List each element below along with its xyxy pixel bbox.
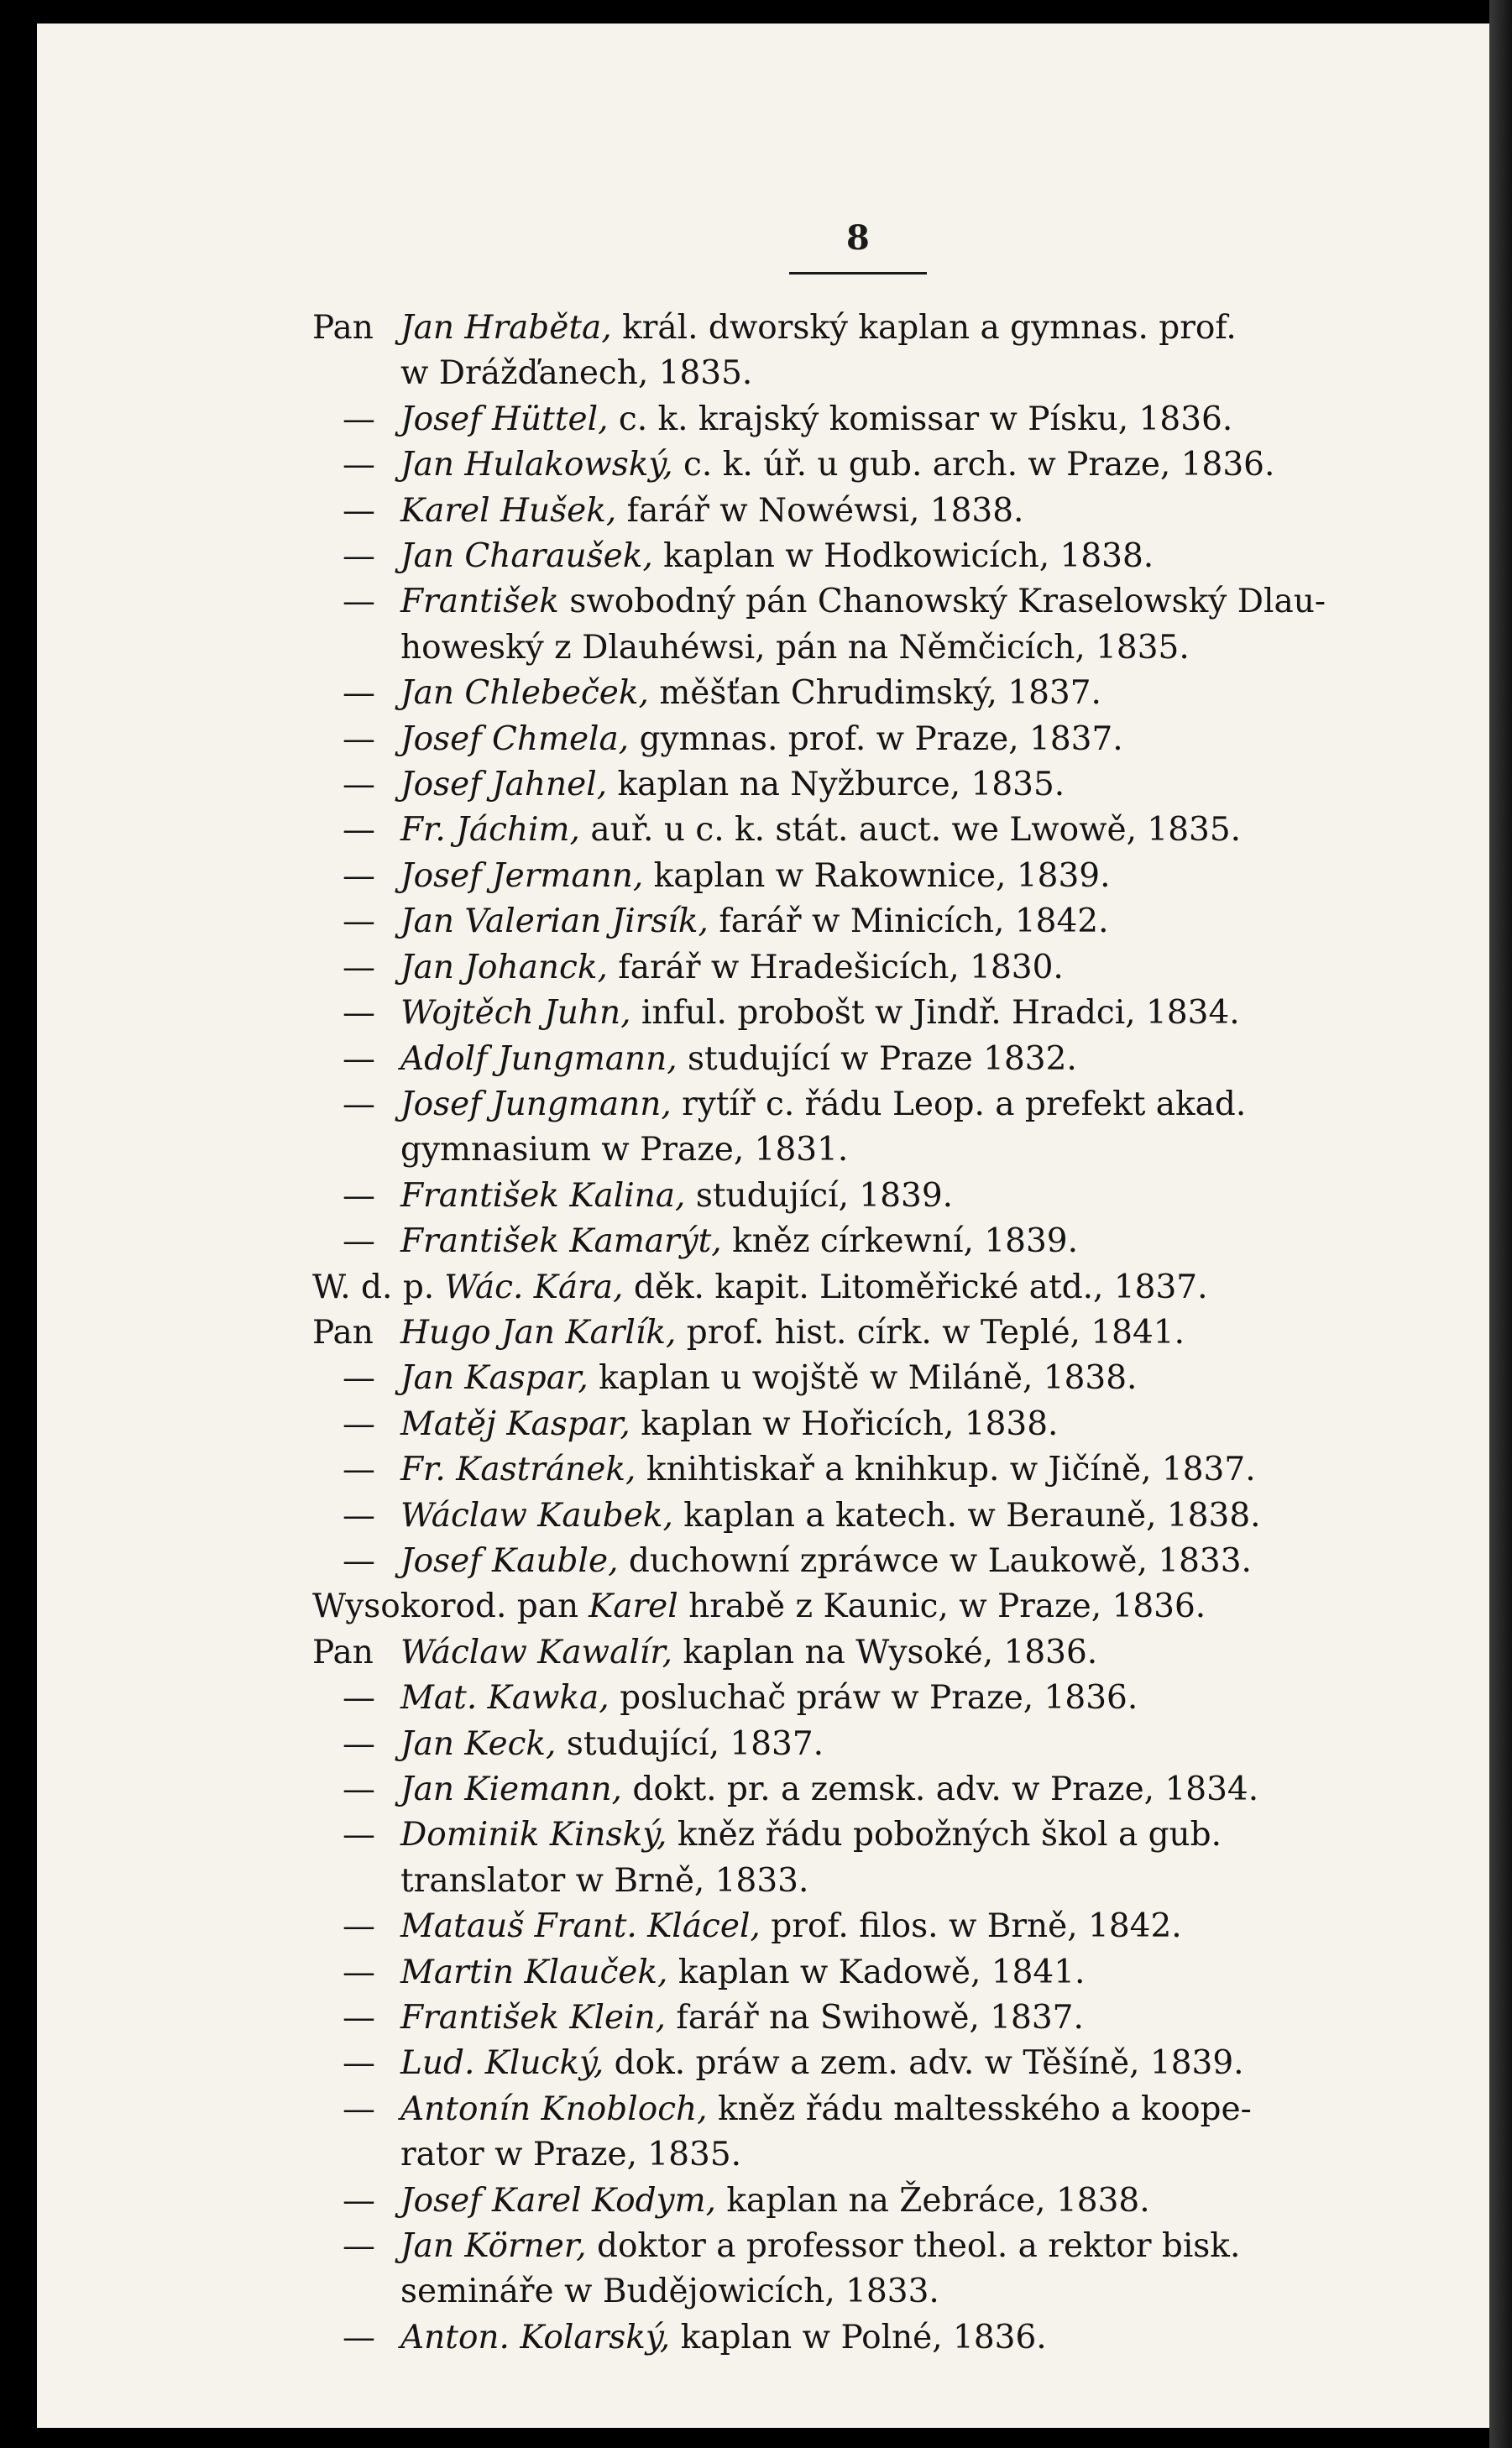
entry-name: Karel: [589, 1588, 678, 1626]
entry-prefix: —: [343, 1085, 375, 1123]
entry-name: František Klein,: [400, 1999, 667, 2037]
entry-description: kaplan w Hodkowicích, 1838.: [652, 537, 1154, 576]
entry-description: kněz řádu pobožných škol a gub.: [667, 1816, 1222, 1854]
list-item: [312, 1722, 1429, 1767]
entry-name: František: [400, 583, 559, 621]
entry-prefix: —: [343, 1816, 375, 1854]
entry-prefix: —: [343, 446, 375, 484]
entry-prefix: —: [343, 1771, 375, 1808]
entry-description: kněz řádu maltesského a koope-: [707, 2090, 1252, 2128]
list-item: [312, 2269, 1429, 2315]
entry-prefix: —: [343, 1999, 375, 2037]
entry-description: kaplan w Hořicích, 1838.: [630, 1404, 1059, 1443]
entry-name: Josef Chmela,: [400, 719, 630, 758]
entry-prefix: —: [343, 766, 375, 804]
entry-name: František Kamarýt,: [400, 1222, 722, 1261]
entry-name: Josef Hüttel,: [400, 400, 609, 438]
entry-description: děk. kapit. Litoměřické atd., 1837.: [623, 1268, 1208, 1306]
entry-name: Matěj Kaspar,: [400, 1404, 630, 1443]
entry-prefix: —: [343, 1359, 375, 1398]
list-item: [312, 1402, 1429, 1447]
entry-prefix: —: [343, 537, 375, 576]
entry-description: posluchač práw w Praze, 1836.: [609, 1679, 1138, 1718]
entry-prefix: —: [343, 2044, 375, 2083]
entry-prefix: —: [343, 719, 375, 758]
entry-prefix: —: [343, 2090, 375, 2128]
list-item: [312, 1082, 1429, 1127]
entry-prefix: Wysokorod. pan: [312, 1588, 579, 1626]
entry-name: Jan Hraběta,: [400, 309, 612, 347]
list-item: [312, 762, 1429, 808]
entry-description: kaplan a katech. w Berauně, 1838.: [672, 1496, 1261, 1535]
entry-name: Josef Karel Kodym,: [400, 2181, 716, 2220]
entry-name: Jan Körner,: [400, 2227, 587, 2266]
entry-name: Lud. Klucký,: [400, 2044, 604, 2083]
list-item: [312, 854, 1429, 899]
list-item: [312, 1996, 1429, 2041]
entry-prefix: —: [343, 674, 375, 713]
list-item: [312, 1037, 1429, 1082]
list-item: [312, 1265, 1429, 1310]
entry-prefix: —: [343, 1222, 375, 1261]
list-item: [312, 397, 1429, 442]
entry-prefix: —: [343, 1404, 375, 1443]
entry-description: kaplan u wojště w Miláně, 1838.: [588, 1359, 1138, 1398]
entry-prefix: —: [343, 491, 375, 530]
list-item: [312, 306, 1429, 351]
entry-name: Antonín Knobloch,: [400, 2090, 708, 2128]
entry-prefix: —: [343, 1541, 375, 1580]
entry-name: František Kalina,: [400, 1176, 686, 1215]
entry-prefix: Pan: [312, 309, 374, 347]
entry-prefix: —: [343, 1039, 375, 1078]
entry-description: rator w Praze, 1835.: [400, 2136, 742, 2174]
entry-description: prof. hist. círk. w Teplé, 1841.: [676, 1313, 1185, 1352]
entry-description: duchowní zpráwce w Laukowě, 1833.: [618, 1541, 1252, 1580]
list-item: [312, 1676, 1429, 1721]
list-item: [312, 1812, 1429, 1858]
list-item: [312, 1447, 1429, 1493]
entry-name: Karel Hušek,: [400, 491, 617, 530]
entry-description: studující, 1839.: [685, 1176, 954, 1215]
page-number: 8: [846, 218, 870, 258]
list-item: [312, 991, 1429, 1036]
book-edge: [1489, 0, 1512, 2448]
entry-description: w Drážďanech, 1835.: [400, 354, 753, 393]
entry-description: král. dworský kaplan a gymnas. prof.: [611, 309, 1237, 347]
entry-prefix: —: [343, 994, 375, 1033]
entry-prefix: —: [343, 400, 375, 438]
document-page: [37, 24, 1489, 2428]
list-item: [312, 534, 1429, 579]
list-item: [312, 1630, 1429, 1676]
list-item: [312, 1127, 1429, 1173]
entry-prefix: —: [343, 1724, 375, 1763]
list-item: [312, 1539, 1429, 1584]
entry-description: knihtiskař a knihkup. w Jičíně, 1837.: [636, 1451, 1256, 1489]
entry-name: Wác. Kára,: [444, 1268, 624, 1306]
entry-name: Jan Keck,: [400, 1724, 557, 1763]
entry-prefix: —: [343, 1953, 375, 1991]
entry-description: farář w Nowéwsi, 1838.: [616, 491, 1024, 530]
entry-description: kaplan na Nyžburce, 1835.: [607, 766, 1065, 804]
entry-prefix: —: [343, 902, 375, 941]
entry-prefix: —: [343, 948, 375, 986]
entry-description: kněz církewní, 1839.: [721, 1222, 1078, 1261]
entry-description: inful. probošt w Jindř. Hradci, 1834.: [630, 994, 1240, 1033]
entry-name: Wáclaw Kawalír,: [400, 1633, 673, 1671]
entry-name: Hugo Jan Karlík,: [400, 1313, 677, 1352]
entry-description: prof. filos. w Brně, 1842.: [760, 1907, 1182, 1946]
entry-description: kaplan w Polné, 1836.: [670, 2318, 1047, 2356]
entry-name: Mat. Kawka,: [400, 1679, 610, 1718]
entry-description: studující, 1837.: [556, 1724, 824, 1763]
entry-name: Jan Chlebeček,: [400, 674, 649, 713]
list-item: [312, 1950, 1429, 1996]
entry-prefix: —: [343, 2318, 375, 2356]
entry-name: Wojtěch Juhn,: [400, 994, 631, 1033]
list-item: [312, 1219, 1429, 1264]
list-item: [312, 1174, 1429, 1219]
list-item: [312, 808, 1429, 853]
entry-description: translator w Brně, 1833.: [400, 1861, 809, 1900]
list-item: [312, 899, 1429, 944]
entry-description: kaplan w Rakownice, 1839.: [643, 856, 1111, 895]
entry-name: Fr. Kastránek,: [400, 1451, 636, 1489]
entry-description: studující w Praze 1832.: [677, 1039, 1077, 1078]
entry-name: Adolf Jungmann,: [400, 1039, 678, 1078]
list-item: [312, 1767, 1429, 1812]
entry-prefix: Pan: [312, 1313, 374, 1352]
entry-description: kaplan na Žebráce, 1838.: [715, 2181, 1150, 2220]
list-item: [312, 2179, 1429, 2224]
list-item: [312, 351, 1429, 396]
entry-name: Jan Valerian Jirsík,: [400, 902, 709, 941]
entry-description: měšťan Chrudimský, 1837.: [648, 674, 1101, 713]
entry-description: dok. práw a zem. adv. w Těšíně, 1839.: [604, 2044, 1244, 2083]
entry-description: rytíř c. řádu Leop. a prefekt akad.: [671, 1085, 1247, 1123]
entry-prefix: —: [343, 1176, 375, 1215]
entry-name: Josef Kauble,: [400, 1541, 619, 1580]
entry-description: auř. u c. k. stát. auct. we Lwowě, 1835.: [579, 811, 1242, 850]
entry-prefix: —: [343, 583, 375, 621]
entry-description: semináře w Budějowicích, 1833.: [400, 2273, 939, 2311]
entry-name: Jan Kaspar,: [400, 1359, 589, 1398]
entry-description: gymnasium w Praze, 1831.: [400, 1131, 849, 1169]
subscriber-list: [312, 306, 1429, 2361]
entry-prefix: —: [343, 1679, 375, 1718]
list-item: [312, 1584, 1429, 1629]
entry-description: doktor a professor theol. a rektor bisk.: [586, 2227, 1241, 2266]
list-item: [312, 625, 1429, 671]
list-item: [312, 1904, 1429, 1949]
entry-name: Wáclaw Kaubek,: [400, 1496, 673, 1535]
entry-prefix: —: [343, 1451, 375, 1489]
list-item: [312, 442, 1429, 488]
entry-name: Martin Klauček,: [400, 1953, 668, 1991]
entry-name: Josef Jungmann,: [400, 1085, 672, 1123]
page-number-rule: [789, 272, 927, 275]
entry-name: Matauš Frant. Klácel,: [400, 1907, 761, 1946]
list-item: [312, 2224, 1429, 2269]
entry-prefix: —: [343, 811, 375, 850]
list-item: [312, 1859, 1429, 1904]
list-item: [312, 1310, 1429, 1356]
entry-description: c. k. úř. u gub. arch. w Praze, 1836.: [672, 446, 1275, 484]
entry-description: howeský z Dlauhéwsi, pán na Němčicích, 1835.: [400, 628, 1190, 667]
entry-description: farář w Hradešicích, 1830.: [607, 948, 1064, 986]
entry-name: Dominik Kinský,: [400, 1816, 667, 1854]
list-item: [312, 2087, 1429, 2132]
entry-name: Josef Jermann,: [400, 856, 644, 895]
entry-name: Jan Charaušek,: [400, 537, 653, 576]
list-item: [312, 671, 1429, 716]
entry-name: Anton. Kolarský,: [400, 2318, 671, 2356]
entry-name: Jan Hulakowský,: [400, 446, 673, 484]
entry-description: dokt. pr. a zemsk. adv. w Praze, 1834.: [621, 1771, 1259, 1808]
list-item: [312, 717, 1429, 762]
entry-prefix: W. d. p.: [312, 1268, 435, 1306]
list-item: [312, 1356, 1429, 1401]
entry-description: kaplan na Wysoké, 1836.: [672, 1633, 1098, 1671]
entry-description: farář na Swihowě, 1837.: [666, 1999, 1084, 2037]
list-item: [312, 1493, 1429, 1539]
list-item: [312, 945, 1429, 991]
list-item: [312, 489, 1429, 534]
entry-name: Jan Kiemann,: [400, 1771, 622, 1808]
entry-prefix: —: [343, 2227, 375, 2266]
entry-description: gymnas. prof. w Praze, 1837.: [629, 719, 1123, 758]
entry-prefix: Pan: [312, 1633, 374, 1671]
entry-description: c. k. krajský komissar w Písku, 1836.: [608, 400, 1233, 438]
entry-prefix: —: [343, 2181, 375, 2220]
entry-prefix: —: [343, 856, 375, 895]
list-item: [312, 579, 1429, 625]
entry-prefix: —: [343, 1496, 375, 1535]
entry-description: swobodný pán Chanowský Kraselowský Dlau-: [558, 583, 1326, 621]
entry-description: hrabě z Kaunic, w Praze, 1836.: [678, 1588, 1206, 1626]
entry-name: Fr. Jáchim,: [400, 811, 580, 850]
list-item: [312, 2041, 1429, 2086]
list-item: [312, 2132, 1429, 2178]
entry-description: farář w Minicích, 1842.: [708, 902, 1109, 941]
list-item: [312, 2315, 1429, 2361]
entry-name: Josef Jahnel,: [400, 766, 608, 804]
entry-prefix: —: [343, 1907, 375, 1946]
entry-description: kaplan w Kadowě, 1841.: [667, 1953, 1086, 1991]
entry-name: Jan Johanck,: [400, 948, 608, 986]
